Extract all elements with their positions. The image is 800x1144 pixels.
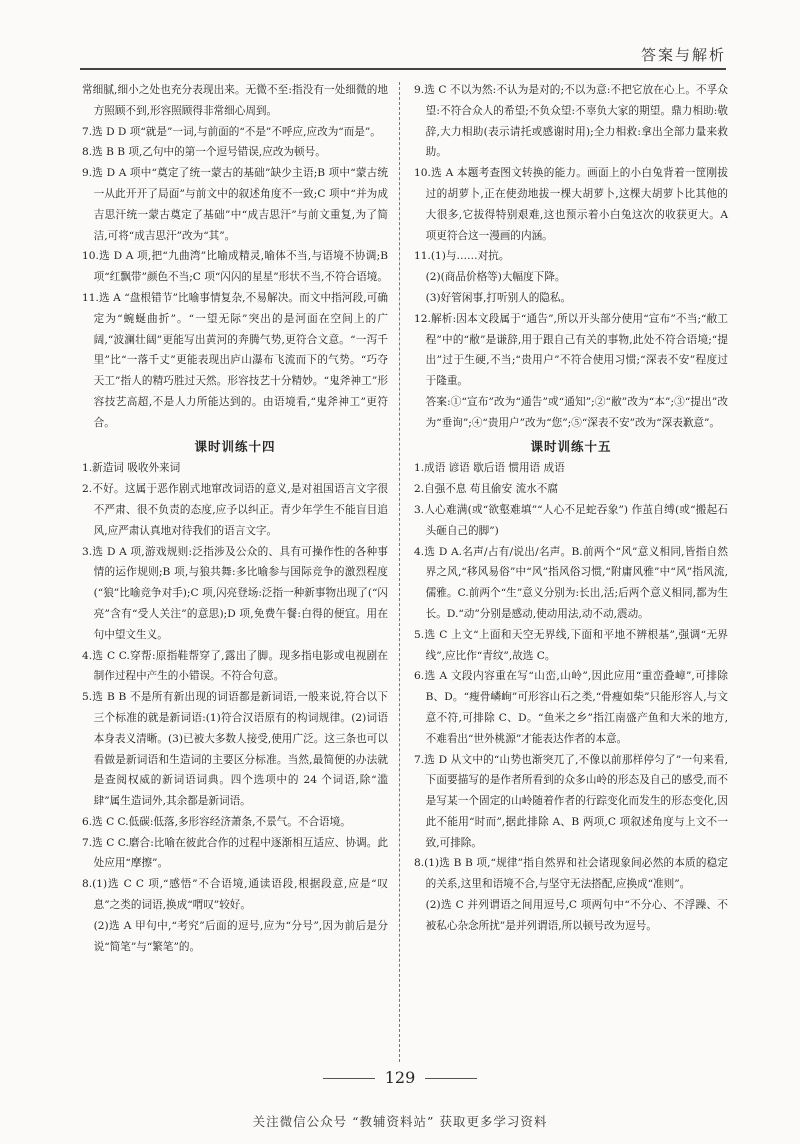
answer-item: 9.选 D A 项中“奠定了统一蒙古的基础”缺少主语;B 项中“蒙古统一从此开开了局面”与前文中的叙述角度不一致;C 项中“并为成吉思汗统一蒙古奠定了基础”中“成吉思汗”与前文重复,为了简洁,可将“成吉思汗”改为“其”。 [82, 167, 388, 242]
answer-item: 4.选 D A.名声/占有/说出/名声。B.前两个“风”意义相同,皆指自然界之风,“移风易俗”中“风”指风俗习惯,“附庸风雅”中“风”指风流,儒雅。C.前两个“生”意义分别为:长出,活;后两个意义相同,都为生长。D.“动”分别是感动,使动用法,动不动,震动。 [414, 545, 728, 620]
answer-item: 6.选 A 文段内容重在写“山峦,山岭”,因此应用“重峦叠嶂”,可排除 B、D。“瘦骨嶙峋”可形容山石之类,“骨瘦如柴”只能形容人,与文意不符,可排除 C、D。“鱼米之乡”指江南盛产鱼和大米的地方,不难看出“世外桃源”才能表达作者的本意。 [414, 670, 728, 745]
answer-item: (2)选 A 甲句中,“考究”后面的逗号,应为“分号”,因为前后是分说“简笔”与“繁笔”的。 [93, 919, 388, 953]
header-rule [80, 68, 726, 70]
answer-item: 11.选 A “盘根错节”比喻事情复杂,不易解决。而文中指河段,可确定为“蜿蜒曲折”。“一望无际”突出的是河面在空间上的广阔,“波澜壮阔”更能写出黄河的奔腾气势,更符合文意。“一泻千里”比“一落千丈”更能表现出庐山瀑布飞流而下的气势。“巧夺天工”指人的精巧胜过天然。形容技艺十分精妙。“鬼斧神工”形容技艺高超,不是人力所能达到的。由语境看,“鬼斧神工”更符合。 [82, 291, 388, 429]
answer-item: 10.选 A 本题考查图文转换的能力。画面上的小白兔背着一筐刚拔过的胡萝卜,正在使劲地拔一棵大胡萝卜,这棵大胡萝卜比其他的大很多,它拔得特别艰难,这也预示着小白兔这次的收获更大。A 项更符合这一漫画的内涵。 [414, 167, 728, 242]
answer-item: 12.解析:因本文段属于“通告”,所以开头部分使用“宣布”不当;“敝工程”中的“敝”是谦辞,用于跟自己有关的事物,此处不符合语境;“提出”过于生硬,不当;“贵用户”不符合使用习惯;“深表不安”程度过于隆重。 [414, 312, 728, 388]
answer-item: 7.选 D 从文中的“山势也渐突兀了,不像以前那样停匀了”一句来看,下面要描写的是作者所看到的众多山岭的形态及自己的感受,而不是写某一个固定的山岭随着作者的行踪变化而发生的形态变化,因此不能用“时而”,据此排除 A、B 两项,C 项叙述角度与上文不一致,可排除。 [414, 753, 728, 849]
answer-item: 6.选 C C.低碳:低落,多形容经济萧条,不景气。不合语境。 [82, 815, 351, 828]
answer-item: (2)选 C 并列谓语之间用逗号,C 项两句中“不分心、不浮躁、不被私心杂念所扰”是并列谓语,所以顿号改为逗号。 [425, 899, 728, 932]
answer-item: 7.选 D D 项“就是”一词,与前面的“不是”不呼应,应改为“而是”。 [82, 125, 381, 138]
header-title: 答案与解析 [640, 46, 726, 64]
answer-item: 8.(1)选 C C 项,“感悟”不合语境,通读语段,根据段意,应是“叹息”之类的词语,换成“喟叹”较好。 [82, 878, 388, 912]
answer-item: 2.不好。这属于恶作剧式地窜改词语的意义,是对祖国语言文字很不严肃、很不负责的态度,应予以纠正。青少年学生不能盲目追风,应严肃认真地对待我们的语言文字。 [82, 483, 388, 537]
left-column [82, 80, 388, 957]
answer-item: 5.选 C 上文“上面和天空无界线,下面和平地不辨根基”,强调“无界线”,应比作“青纹”,故选 C。 [414, 628, 728, 662]
answer-item: 7.选 C C.磨合:比喻在彼此合作的过程中逐渐相互适应、协调。此处应用“摩擦”。 [82, 836, 388, 870]
section-title: 课时训练十四 [194, 438, 276, 454]
answer-item: 2.自强不息 苟且偷安 流水不腐 [414, 483, 558, 496]
answer-item: 10.选 D A 项,把“九曲湾”比喻成精灵,喻体不当,与语境不协调;B 项“红飘带”颜色不当;C 项“闪闪的星星”形状不当,不符合语境。 [82, 250, 388, 284]
section-title: 课时训练十五 [530, 438, 612, 454]
page-number-text: 129 [384, 1068, 416, 1087]
answer-item: 9.选 C 不以为然:不认为是对的;不以为意:不把它放在心上。不孚众望:不符合众人的希望;不负众望:不辜负大家的期望。鼎力相助:敬辞,大力相助(表示请托或感谢时用);全力相救:拿出全部力量来救助。 [414, 84, 728, 159]
answer-item: 5.选 B B 不是所有新出现的词语都是新词语,一般来说,符合以下三个标准的就是新词语:(1)符合汉语原有的构词规律。(2)词语本身表义清晰。(3)已被大多数人接受,使用广泛。这三条也可以看做是新词语和生造词的主要区分标准。当然,最简便的办法就是查阅权威的新词语词典。四个选项中的 24 个词语,除“滥肆”属生造词外,其余都是新词语。 [82, 691, 388, 808]
answer-item: (2)(商品价格等)大幅度下降。 [425, 271, 566, 284]
footer-note: 关注微信公众号 “教辅资料站” 获取更多学习资料 [252, 1114, 548, 1129]
answer-item: 8.选 B B 项,乙句中的第一个逗号错误,应改为顿号。 [82, 146, 326, 159]
page-number [0, 1068, 800, 1087]
answer-item: 3.选 D A 项,游戏规则:泛指涉及公众的、具有可操作性的各种事情的运作规则;B 项,与狼共舞:多比喻参与国际竞争的激烈程度(“狼”比喻竞争对手);C 项,闪亮登场:泛指一种新事物出现了(“闪亮”含有“受人关注”的意思);D 项,免费午餐:白得的便宜。用在句中望文生义。 [82, 545, 388, 641]
answer-item: 答案:①“宣布”改为“通告”或“通知”;②“敝”改为“本”;③“提出”改为“垂询”;④“贵用户”改为“您”;⑤“深表不安”改为“深表歉意”。 [425, 395, 728, 429]
right-column [414, 80, 728, 937]
page-number-dash-left [323, 1078, 375, 1079]
answer-item: 3.人心难满(或“欲壑难填”“人心不足蛇吞象”) 作茧自缚(或“搬起石头砸自己的脚”) [414, 503, 728, 537]
column-divider [399, 82, 400, 1062]
answer-item: (3)好管闲事,打听别人的隐私。 [425, 291, 572, 304]
answer-item: 常细腻,细小之处也充分表现出来。无微不至:指没有一处细微的地方照顾不到,形容照顾得非常细心周到。 [82, 84, 388, 117]
answer-item: 11.(1)与……对抗。 [414, 250, 510, 263]
answer-item: 1.新造词 吸收外来词 [82, 462, 181, 475]
answer-item: 1.成语 谚语 歇后语 惯用语 成语 [414, 462, 565, 475]
page-number-dash-right [425, 1078, 477, 1079]
answer-item: 4.选 C C.穿帮:原指鞋帮穿了,露出了脚。现多指电影或电视剧在制作过程中产生的小错误。不符合句意。 [82, 649, 388, 683]
page-header [80, 40, 726, 70]
answer-item: 8.(1)选 B B 项,“规律”指自然界和社会诸现象间必然的本质的稳定的关系,这里和语境不合,与坚守无法搭配,应换成“准则”。 [414, 857, 728, 891]
